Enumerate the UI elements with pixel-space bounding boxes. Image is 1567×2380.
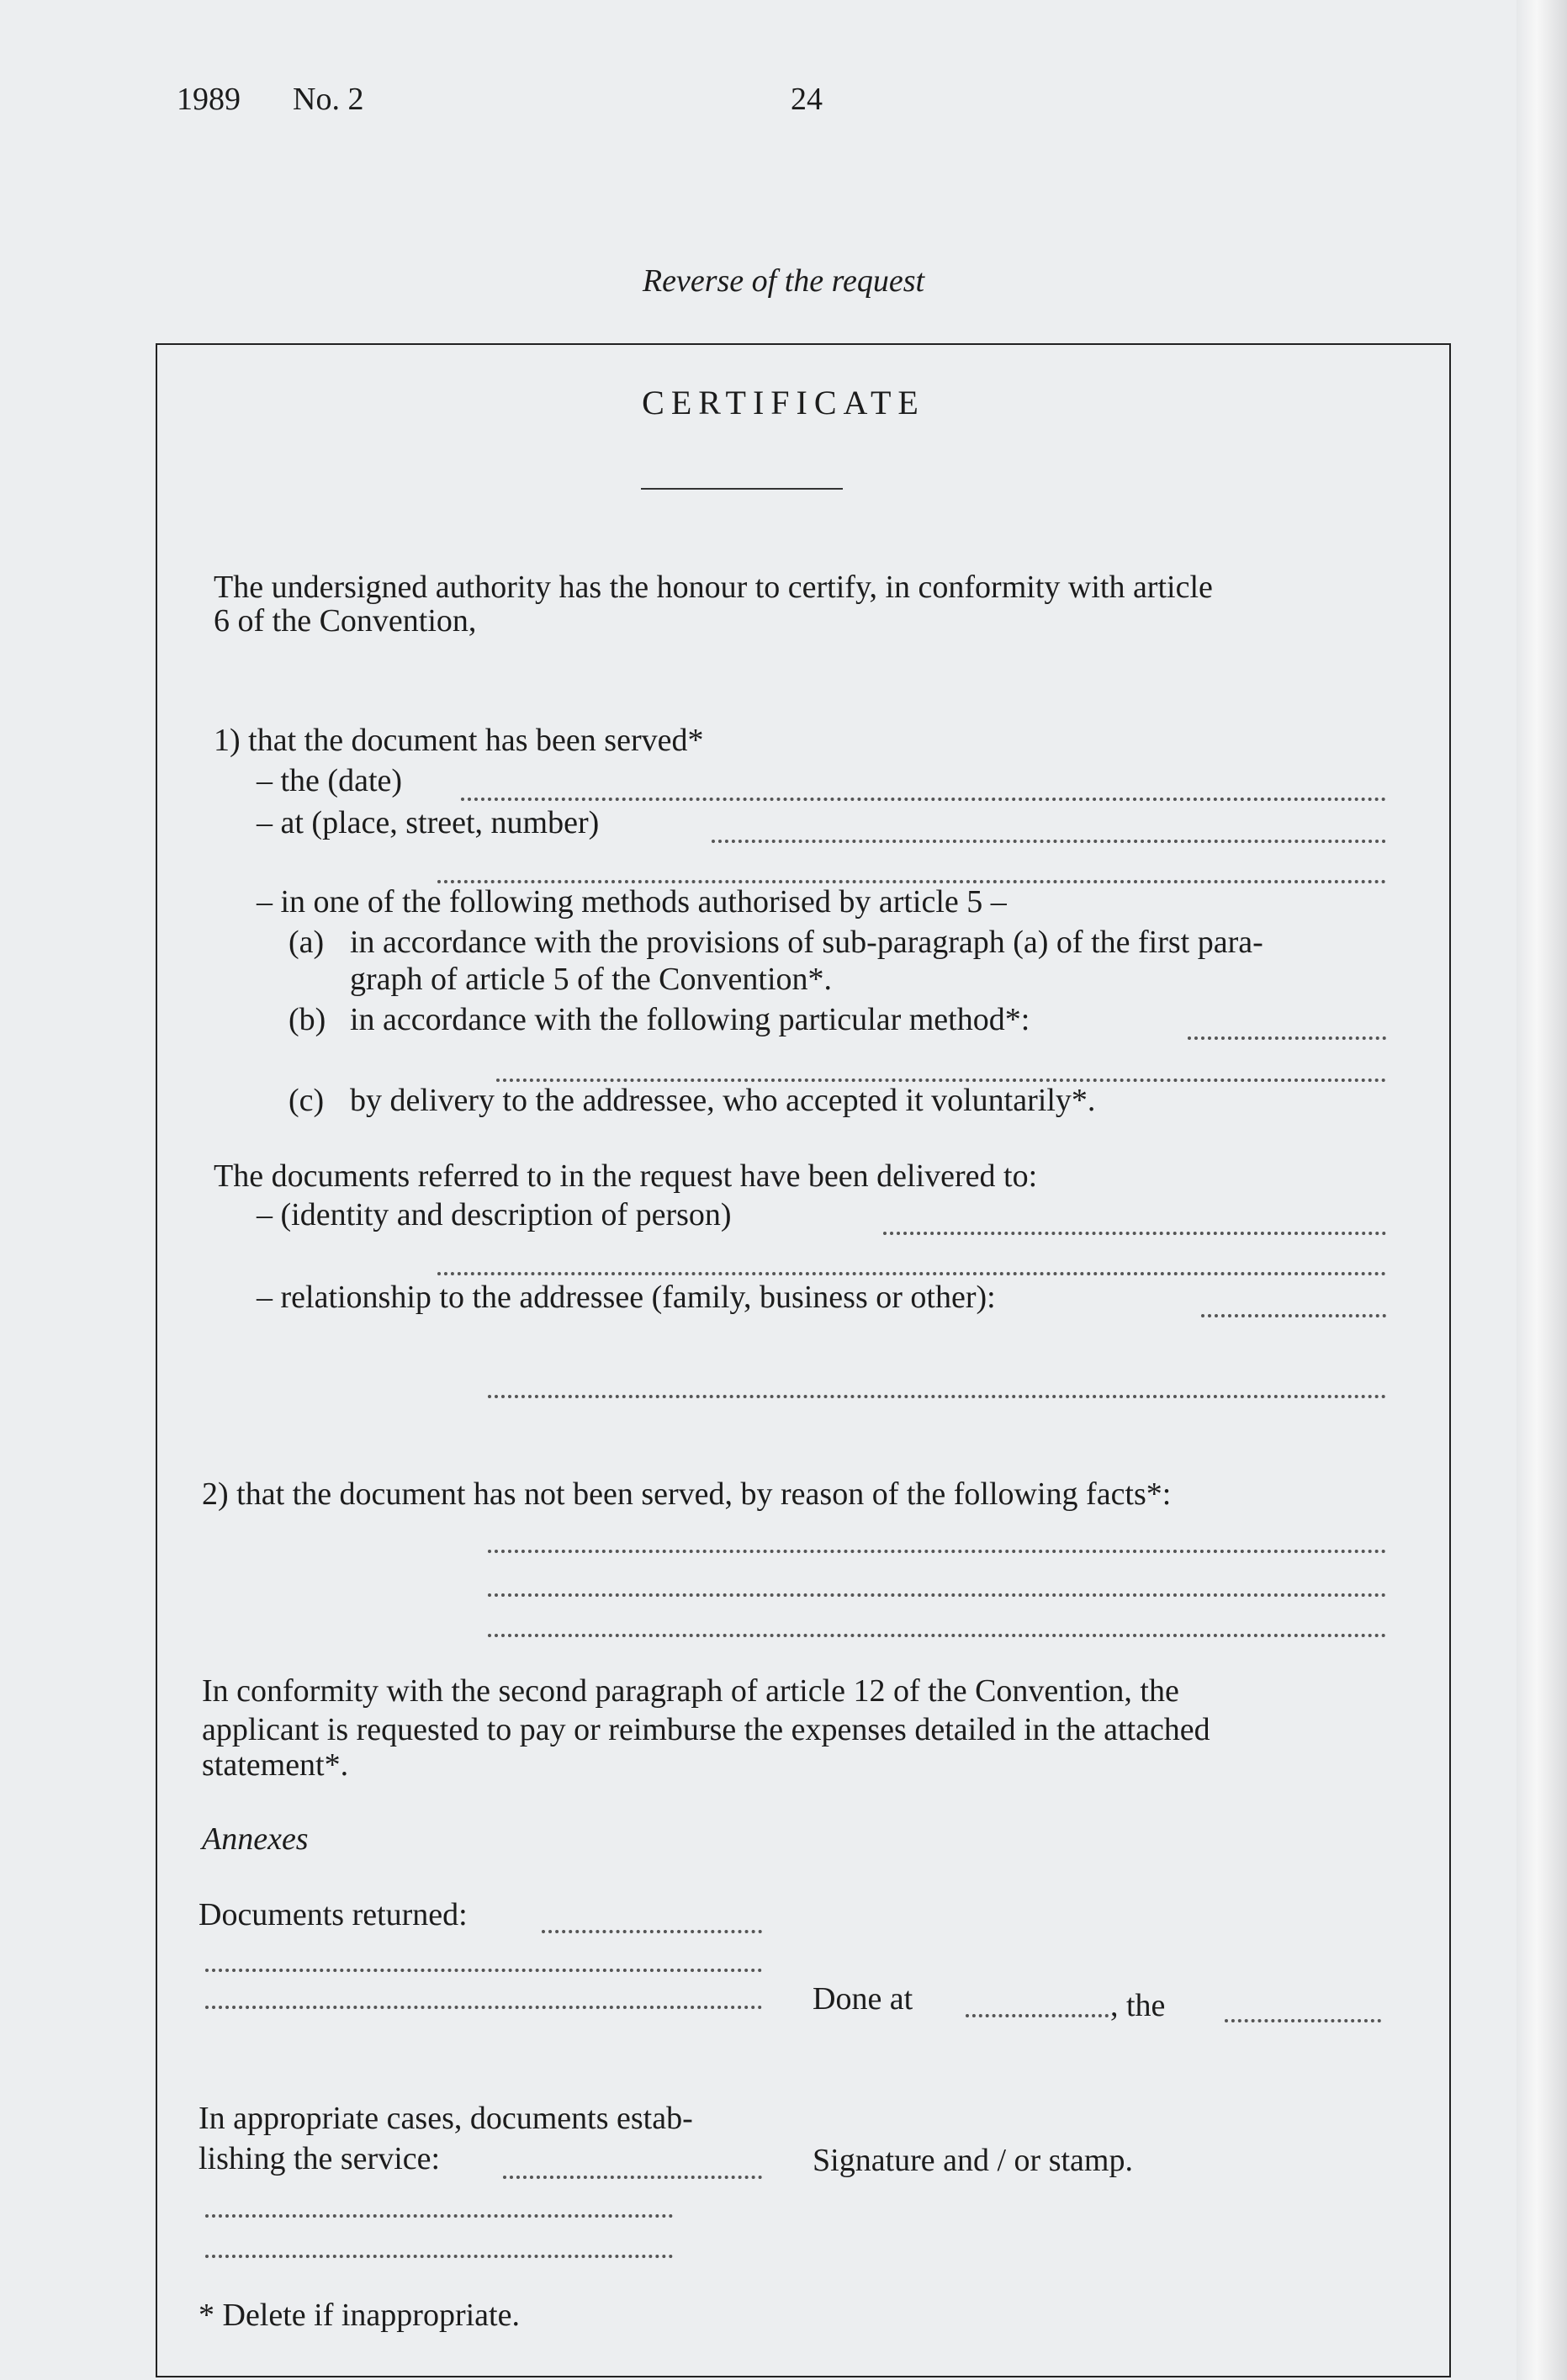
page-edge — [1517, 0, 1567, 2380]
signature-label: Signature and / or stamp. — [813, 2143, 1133, 2178]
returned-dotted-line-3 — [205, 2006, 762, 2009]
method-b-text: in accordance with the following particular method*: — [350, 1002, 1030, 1037]
page-number: 24 — [791, 82, 823, 117]
served-heading: 1) that the document has been served* — [214, 723, 704, 758]
title-rule — [641, 488, 843, 490]
date-dotted-line — [461, 798, 1386, 801]
place-dotted-line-1 — [712, 840, 1386, 843]
year: 1989 — [177, 82, 241, 117]
served-date-label: – the (date) — [257, 763, 403, 798]
expenses-line-2: applicant is requested to pay or reimburse the expenses detailed in the attached — [202, 1712, 1210, 1747]
not-served-heading: 2) that the document has not been served, by reason of the following facts*: — [202, 1476, 1172, 1512]
delivered-heading: The documents referred to in the request have been delivered to: — [214, 1158, 1038, 1194]
not-served-dotted-line-2 — [488, 1593, 1386, 1597]
done-at-dotted-line — [966, 2014, 1109, 2017]
methods-heading: – in one of the following methods authorised by article 5 – — [257, 884, 1007, 920]
not-served-dotted-line-1 — [488, 1550, 1386, 1553]
relationship-dotted-line-1 — [1201, 1314, 1386, 1317]
establishing-dotted-line-3 — [205, 2255, 673, 2258]
number: No. 2 — [293, 82, 364, 117]
returned-dotted-line-1 — [542, 1930, 762, 1933]
certificate-frame — [156, 343, 1451, 2377]
done-the-label: , the — [1110, 1988, 1166, 2023]
footnote: * Delete if inappropriate. — [199, 2298, 520, 2333]
establishing-line-1: In appropriate cases, documents estab- — [199, 2101, 693, 2136]
expenses-line-3: statement*. — [202, 1747, 349, 1783]
annexes-label: Annexes — [202, 1821, 309, 1857]
documents-returned-label: Documents returned: — [199, 1897, 468, 1932]
method-a-marker: (a) — [289, 925, 325, 960]
done-date-dotted-line — [1225, 2019, 1381, 2022]
certificate-title: CERTIFICATE — [642, 384, 925, 421]
returned-dotted-line-2 — [205, 1969, 762, 1972]
expenses-line-1: In conformity with the second paragraph of article 12 of the Convention, the — [202, 1673, 1179, 1709]
identity-dotted-line-2 — [437, 1272, 1386, 1275]
establishing-line-2: lishing the service: — [199, 2141, 441, 2176]
relationship-label: – relationship to the addressee (family, business or other): — [257, 1280, 996, 1315]
identity-label: – (identity and description of person) — [257, 1197, 732, 1232]
served-place-label: – at (place, street, number) — [257, 805, 600, 840]
intro-line-1: The undersigned authority has the honour to certify, in conformity with article — [214, 570, 1213, 605]
done-at-label: Done at — [813, 1981, 913, 2017]
method-b-dotted-line-1 — [1188, 1036, 1386, 1040]
subtitle: Reverse of the request — [642, 263, 925, 299]
method-a-line-1: in accordance with the provisions of sub-paragraph (a) of the first para- — [350, 925, 1263, 960]
establishing-dotted-line-1 — [503, 2176, 762, 2179]
method-b-marker: (b) — [289, 1002, 326, 1037]
not-served-dotted-line-3 — [488, 1634, 1386, 1637]
method-c-marker: (c) — [289, 1083, 325, 1118]
method-a-line-2: graph of article 5 of the Convention*. — [350, 962, 833, 997]
establishing-dotted-line-2 — [205, 2214, 673, 2218]
identity-dotted-line-1 — [883, 1232, 1386, 1235]
method-c-text: by delivery to the addressee, who accepted it voluntarily*. — [350, 1083, 1096, 1118]
intro-line-2: 6 of the Convention, — [214, 603, 477, 639]
relationship-dotted-line-2 — [488, 1395, 1386, 1398]
